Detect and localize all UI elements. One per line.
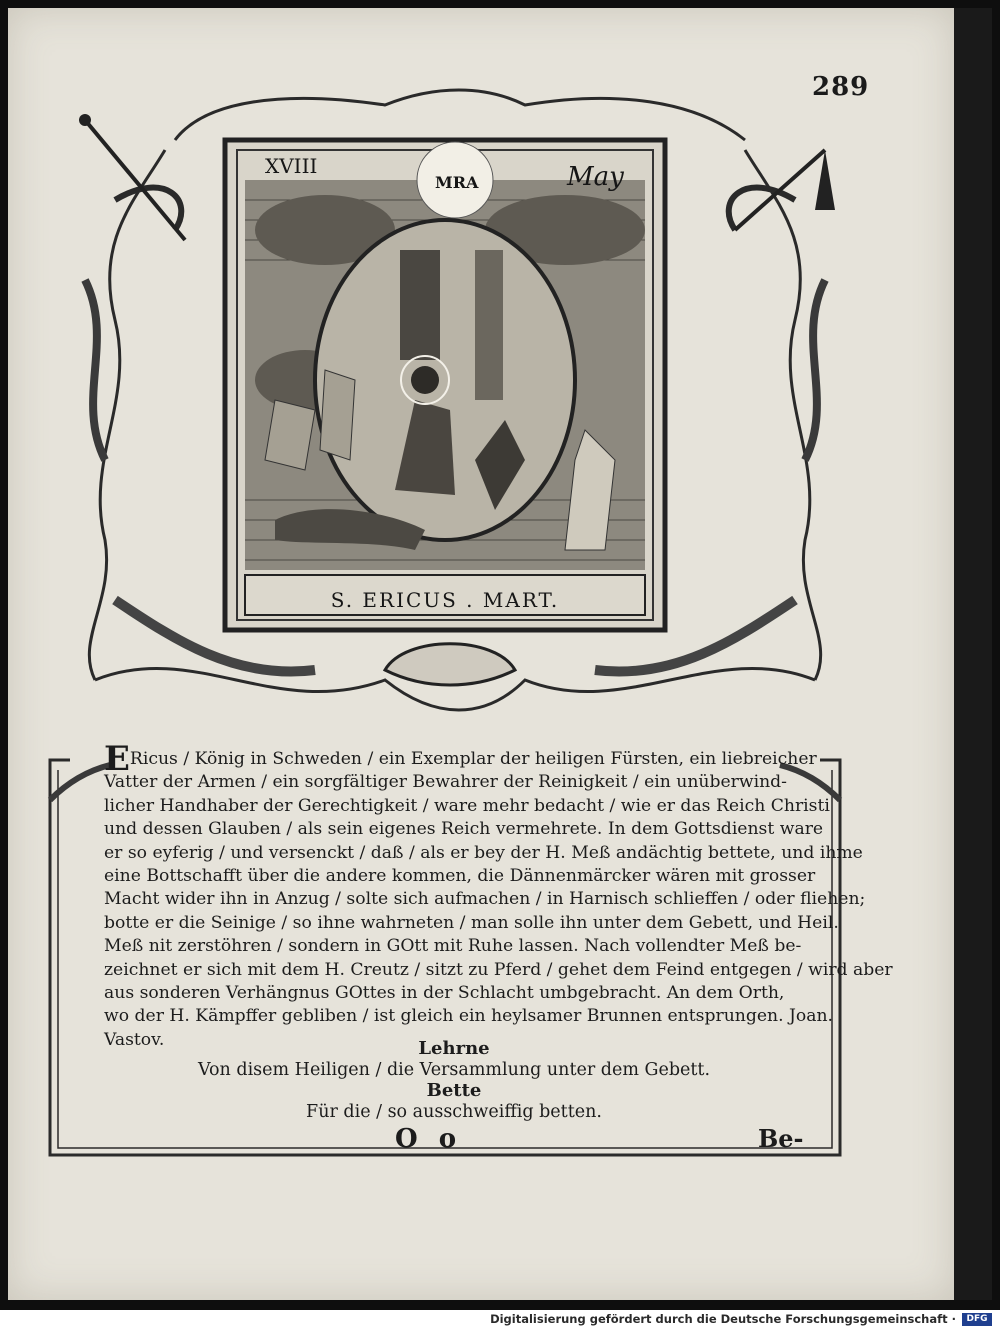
text-line: Vastov. [104,1029,165,1050]
text-line: Vatter der Armen / ein sorgfältiger Bewahrer der Reinigkeit / ein unüberwind- [104,772,787,793]
pray-heading: Bette [426,1080,482,1101]
lesson-text: Von disem Heiligen / die Versammlung unter dem Gebett. [197,1060,711,1080]
footer-bar [0,1310,1000,1331]
text-line: zeichnet er sich mit dem H. Creutz / sitzt zu Pferd / gehet dem Feind entgegen / wird aber [104,959,893,980]
catchword: Be- [758,1124,804,1153]
text-line: wo der H. Kämpffer gebliben / ist gleich ein heylsamer Brunnen entsprungen. Joan. [104,1006,834,1027]
text-line: und dessen Glauben / als sein eigenes Reich vermehrete. In dem Gottsdienst ware [104,819,824,840]
text-line: ERicus / König in Schweden / ein Exemplar der heiligen Fürsten, ein liebreicher [104,739,817,779]
text-line: er so eyferig / und versenckt / daß / als er bey der H. Meß andächtig bettete, und ihme [104,842,863,863]
engraving-date-right: May [567,162,624,192]
drop-cap-initial: E [104,739,130,779]
text-line: eine Bottschafft über die andere kommen, die Dännenmärcker wären mit grosser [104,866,816,887]
page-number: 289 [812,72,870,102]
lesson-heading: Lehrne [418,1038,490,1059]
engraving-caption: S. ERICUS . MART. [330,588,560,612]
page-edge-shadow [954,8,992,1300]
dfg-logo: DFG [962,1313,992,1326]
footer-credit: Digitalisierung gefördert durch die Deutsche Forschungsgemeinschaft · [490,1312,956,1326]
text-line: Meß nit zerstöhren / sondern in GOtt mit Ruhe lassen. Nach vollendter Meß be- [104,936,802,957]
engraving-date-left: XVIII [265,154,318,178]
legend-paragraph [104,739,893,1052]
text-line: botte er die Seinige / so ihne wahrneten / man solle ihn unter dem Gebett, und Heil. [104,912,839,933]
text-line: Macht wider ihn in Anzug / solte sich aufmachen / in Harnisch schlieffen / oder fliehen; [104,889,866,910]
text-line: aus sonderen Verhängnus GOttes in der Schlacht umbgebracht. An dem Orth, [104,983,785,1004]
shell-ornament [385,644,515,685]
signature-mark: O o [395,1124,463,1154]
text-line: licher Handhaber der Gerechtigkeit / ware mehr bedacht / wie er das Reich Christi [104,795,830,816]
engraving-monogram: MRA [435,173,479,192]
staff-left [85,120,185,240]
pray-text: Für die / so ausschweiffig betten. [306,1102,602,1122]
engraving-svg [55,80,845,730]
engraving-illustration [55,80,845,730]
